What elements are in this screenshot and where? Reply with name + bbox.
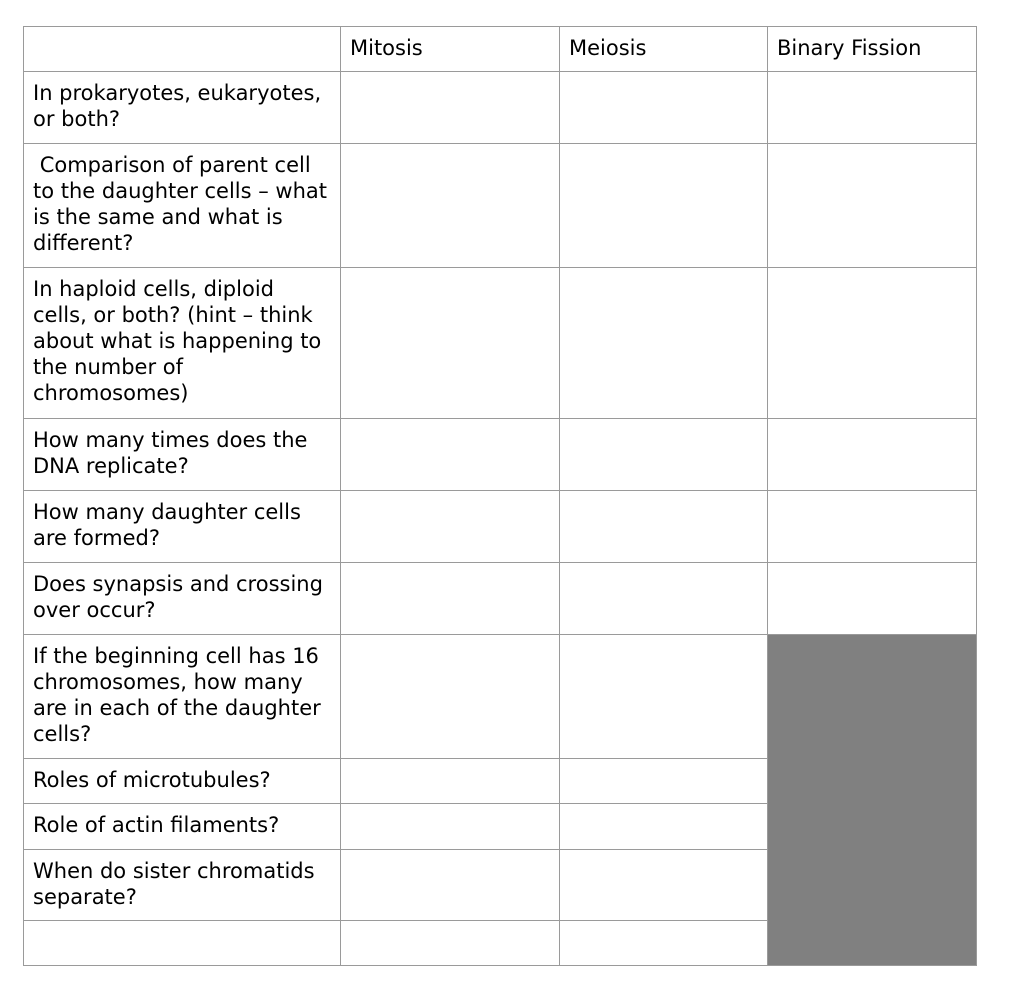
answer-cell-mitosis[interactable] — [341, 804, 560, 850]
row-question: In prokaryotes, eukaryotes, or both? — [24, 72, 341, 144]
answer-cell-mitosis[interactable] — [341, 268, 560, 419]
answer-cell-meiosis[interactable] — [560, 563, 768, 635]
answer-cell-binary-fission[interactable] — [768, 491, 977, 563]
row-question: If the beginning cell has 16 chromosomes, how many are in each of the daughter cells? — [24, 635, 341, 759]
answer-cell-mitosis[interactable] — [341, 144, 560, 268]
answer-cell-meiosis[interactable] — [560, 635, 768, 759]
answer-cell-meiosis[interactable] — [560, 72, 768, 144]
header-row — [24, 27, 977, 72]
answer-cell-meiosis[interactable] — [560, 144, 768, 268]
row-question: How many daughter cells are formed? — [24, 491, 341, 563]
table-row — [24, 563, 977, 635]
answer-cell-mitosis[interactable] — [341, 419, 560, 491]
row-question: How many times does the DNA replicate? — [24, 419, 341, 491]
answer-cell-binary-fission[interactable] — [768, 72, 977, 144]
row-question[interactable] — [24, 921, 341, 966]
answer-cell-mitosis[interactable] — [341, 563, 560, 635]
answer-cell-binary-fission[interactable] — [768, 419, 977, 491]
header-binary-fission: Binary Fission — [768, 27, 977, 72]
header-mitosis: Mitosis — [341, 27, 560, 72]
answer-cell-mitosis[interactable] — [341, 759, 560, 804]
answer-cell-binary-fission[interactable] — [768, 268, 977, 419]
row-question: When do sister chromatids separate? — [24, 850, 341, 921]
row-question: Does synapsis and crossing over occur? — [24, 563, 341, 635]
row-question: Role of actin filaments? — [24, 804, 341, 850]
answer-cell-binary-fission[interactable] — [768, 563, 977, 635]
answer-cell-mitosis[interactable] — [341, 491, 560, 563]
answer-cell-mitosis[interactable] — [341, 635, 560, 759]
table-row — [24, 491, 977, 563]
shaded-cell-binary-fission — [768, 635, 977, 966]
answer-cell-meiosis[interactable] — [560, 921, 768, 966]
comparison-table — [23, 26, 977, 966]
row-question: Roles of microtubules? — [24, 759, 341, 804]
answer-cell-binary-fission[interactable] — [768, 144, 977, 268]
answer-cell-meiosis[interactable] — [560, 850, 768, 921]
row-question: In haploid cells, diploid cells, or both? (hint – think about what is happening to the number of chromosomes) — [24, 268, 341, 419]
table-row — [24, 72, 977, 144]
answer-cell-meiosis[interactable] — [560, 419, 768, 491]
header-meiosis: Meiosis — [560, 27, 768, 72]
header-corner-cell — [24, 27, 341, 72]
table-row — [24, 144, 977, 268]
answer-cell-meiosis[interactable] — [560, 491, 768, 563]
row-question: Comparison of parent cell to the daughter cells – what is the same and what is different? — [24, 144, 341, 268]
answer-cell-meiosis[interactable] — [560, 804, 768, 850]
answer-cell-meiosis[interactable] — [560, 759, 768, 804]
table-row — [24, 268, 977, 419]
answer-cell-meiosis[interactable] — [560, 268, 768, 419]
table-row — [24, 419, 977, 491]
answer-cell-mitosis[interactable] — [341, 850, 560, 921]
table-row — [24, 635, 977, 759]
answer-cell-mitosis[interactable] — [341, 921, 560, 966]
answer-cell-mitosis[interactable] — [341, 72, 560, 144]
